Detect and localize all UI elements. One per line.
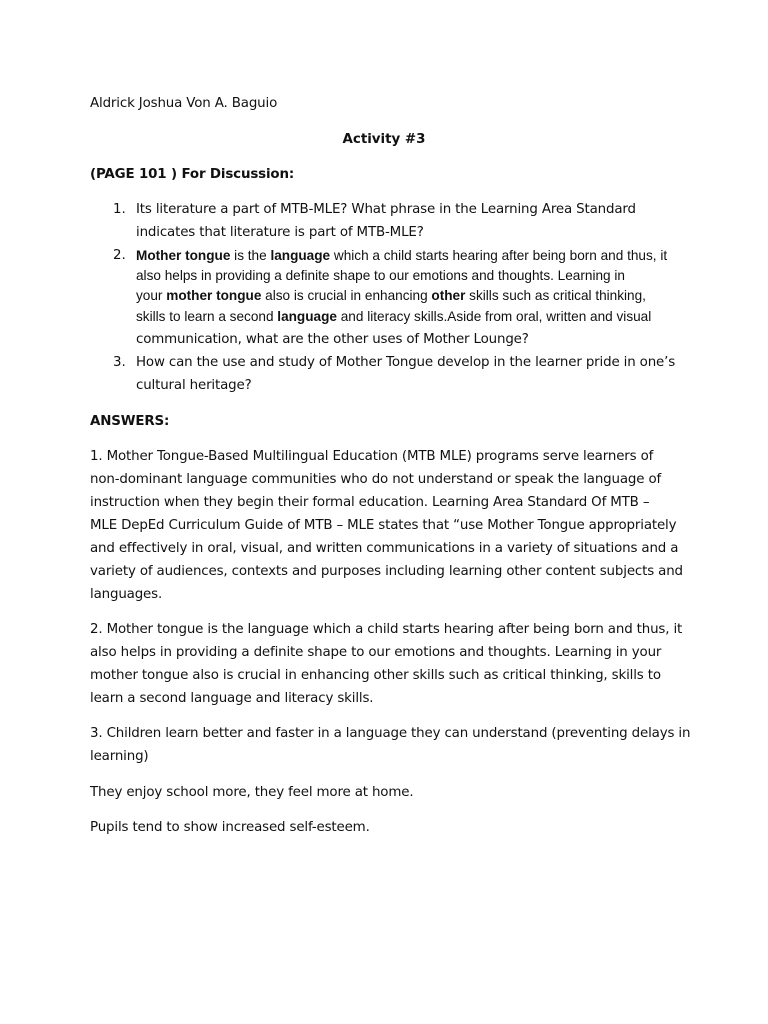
question-line: indicates that literature is part of MTB-MLE? bbox=[136, 225, 424, 240]
question-line bbox=[136, 308, 651, 326]
question-number: 2. bbox=[113, 248, 126, 263]
question-number: 1. bbox=[113, 202, 126, 217]
question-line: How can the use and study of Mother Tongue develop in the learner pride in one’s bbox=[136, 355, 676, 370]
text-segment: your bbox=[136, 288, 167, 303]
answer-line: 1. Mother Tongue-Based Multilingual Education (MTB MLE) programs serve learners of bbox=[90, 449, 654, 464]
answer-line: learning) bbox=[90, 749, 149, 764]
text-segment: skills to learn a second bbox=[136, 309, 278, 324]
bold-term: language bbox=[270, 248, 331, 263]
answer-line: Pupils tend to show increased self-esteem. bbox=[90, 820, 370, 835]
question-line: Its literature a part of MTB-MLE? What phrase in the Learning Area Standard bbox=[136, 202, 636, 217]
question-line: cultural heritage? bbox=[136, 378, 252, 393]
text-segment: which a child starts hearing after being born and thus, it bbox=[330, 248, 668, 263]
answer-line: 2. Mother tongue is the language which a child starts hearing after being born and thus, it bbox=[90, 622, 683, 637]
answer-line: instruction when they begin their formal education. Learning Area Standard Of MTB – bbox=[90, 495, 650, 510]
question-line bbox=[136, 287, 646, 305]
bold-term: mother tongue bbox=[166, 288, 262, 303]
text-segment: Aside from oral, written and visual bbox=[447, 309, 652, 324]
answer-line: non-dominant language communities who do not understand or speak the language of bbox=[90, 472, 662, 487]
answer-line: MLE DepEd Curriculum Guide of MTB – MLE states that “use Mother Tongue appropriately bbox=[90, 518, 677, 533]
question-line bbox=[136, 247, 667, 265]
activity-title: Activity #3 bbox=[342, 132, 426, 147]
bold-term: language bbox=[277, 309, 337, 324]
question-number: 3. bbox=[113, 355, 126, 370]
bold-term: other bbox=[431, 288, 466, 303]
bold-term: Mother tongue bbox=[136, 248, 231, 263]
answer-line: They enjoy school more, they feel more at home. bbox=[90, 785, 414, 800]
answer-line: also helps in providing a definite shape to our emotions and thoughts. Learning in your bbox=[90, 645, 662, 660]
answer-line: mother tongue also is crucial in enhancing other skills such as critical thinking, skills to bbox=[90, 668, 661, 683]
text-segment: and literacy skills. bbox=[336, 309, 448, 324]
answer-line: 3. Children learn better and faster in a language they can understand (preventing delays in bbox=[90, 726, 691, 741]
text-segment: is the bbox=[230, 248, 271, 263]
answer-line: languages. bbox=[90, 587, 163, 602]
question-line: also helps in providing a definite shape to our emotions and thoughts. Learning in bbox=[136, 268, 625, 283]
answer-line: and effectively in oral, visual, and written communications in a variety of situations and a bbox=[90, 541, 679, 556]
author-name: Aldrick Joshua Von A. Baguio bbox=[90, 96, 278, 111]
answer-line: variety of audiences, contexts and purposes including learning other content subjects and bbox=[90, 564, 683, 579]
text-segment: also is crucial in enhancing bbox=[261, 288, 432, 303]
text-segment: skills such as critical thinking, bbox=[465, 288, 646, 303]
section-heading: (PAGE 101 ) For Discussion: bbox=[90, 167, 295, 182]
answer-line: learn a second language and literacy skills. bbox=[90, 691, 374, 706]
answers-heading: ANSWERS: bbox=[90, 414, 170, 429]
question-line: communication, what are the other uses of Mother Lounge? bbox=[136, 332, 529, 347]
